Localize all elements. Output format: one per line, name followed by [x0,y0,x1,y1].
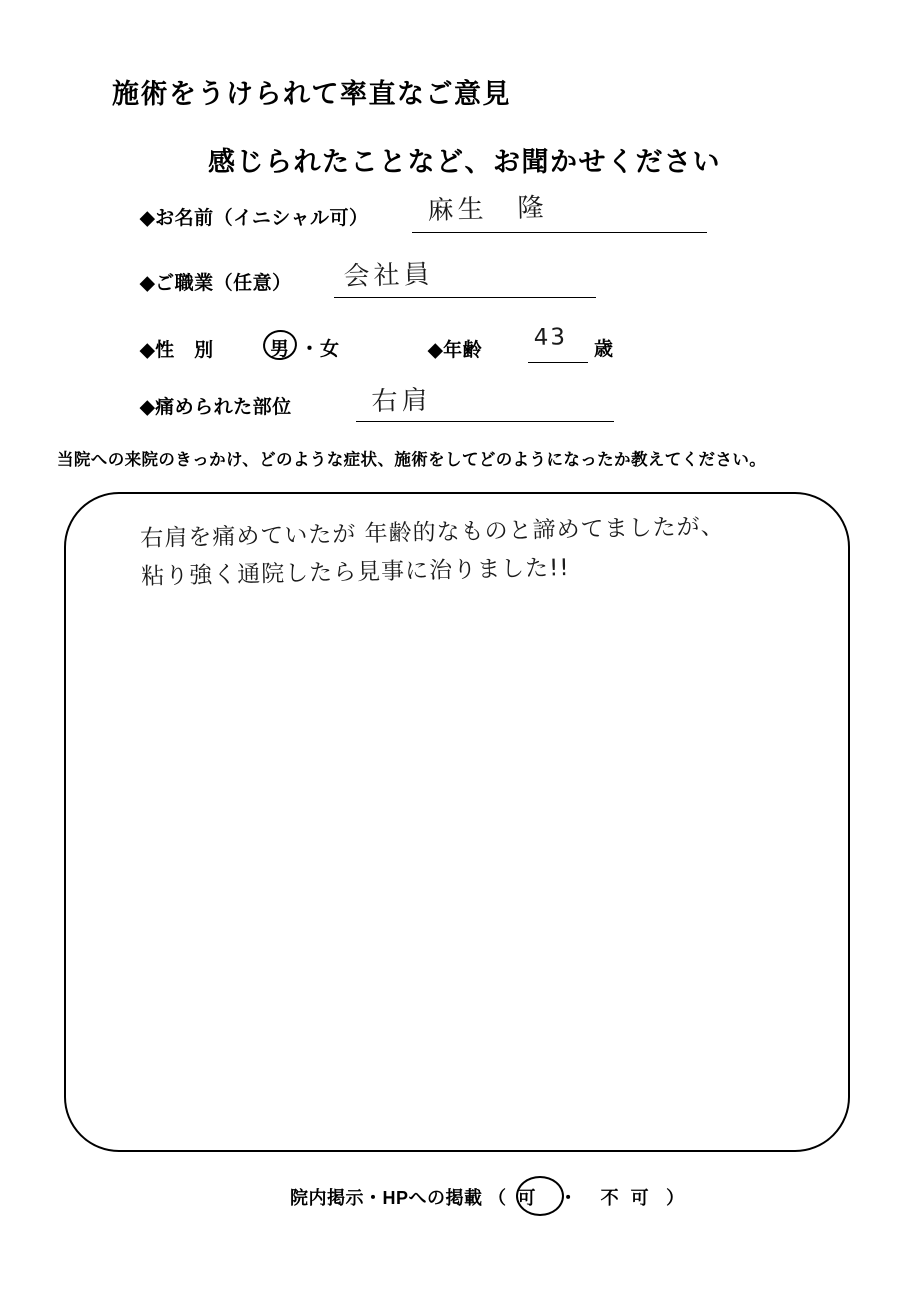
instruction-text: 当院への来院のきっかけ、どのような症状、施術をしてどのようになったか教えてください。 [57,451,767,469]
age-label: 年齢 [443,340,483,361]
field-row-gender [140,335,214,362]
comment-line-2: 粘り強く通院したら見事に治りました!! [140,555,570,590]
gender-separator: ・ [300,339,320,360]
occupation-rule [334,297,596,298]
name-label: お名前（イニシャル可） [155,208,369,229]
gender-label: 性 別 [155,340,214,361]
age-rule [528,362,588,363]
gender-option-female[interactable]: 女 [320,339,340,360]
page-title-line1: 施術をうけられて率直なご意見 [112,79,511,109]
publish-separator: ・ [559,1188,596,1208]
open-paren: （ [488,1188,513,1208]
field-row-occupation [140,268,292,295]
diamond-icon: ◆ [140,208,156,229]
name-rule [412,232,707,233]
publish-consent-row [290,1184,685,1210]
diamond-icon: ◆ [140,273,156,294]
diamond-icon: ◆ [140,397,156,418]
comment-content [140,506,821,596]
area-value: 右肩 [371,385,432,418]
page-title-line2: 感じられたことなど、お聞かせください [208,147,721,177]
diamond-icon: ◆ [428,340,444,361]
field-row-name [140,203,369,230]
area-label: 痛められた部位 [155,397,292,418]
occupation-label: ご職業（任意） [155,273,292,294]
age-unit: 歳 [594,339,614,360]
close-paren: ） [666,1188,685,1208]
comment-line-1: 右肩を痛めていたが 年齢的なものと諦めてましたが、 [140,513,725,552]
field-row-area [140,392,292,419]
age-value: 43 [533,324,568,351]
publish-selected-circle[interactable] [516,1176,564,1216]
area-rule [356,421,614,422]
occupation-value: 会社員 [343,259,434,293]
publish-option-yes[interactable]: 可 [517,1188,554,1208]
publish-option-no[interactable]: 不可 [600,1188,661,1208]
field-row-age [428,335,482,362]
name-value: 麻生 隆 [427,193,548,227]
gender-option-male[interactable]: 男 [270,339,290,360]
diamond-icon: ◆ [140,340,156,361]
publish-consent-label: 院内掲示・HPへの掲載 [290,1188,483,1208]
